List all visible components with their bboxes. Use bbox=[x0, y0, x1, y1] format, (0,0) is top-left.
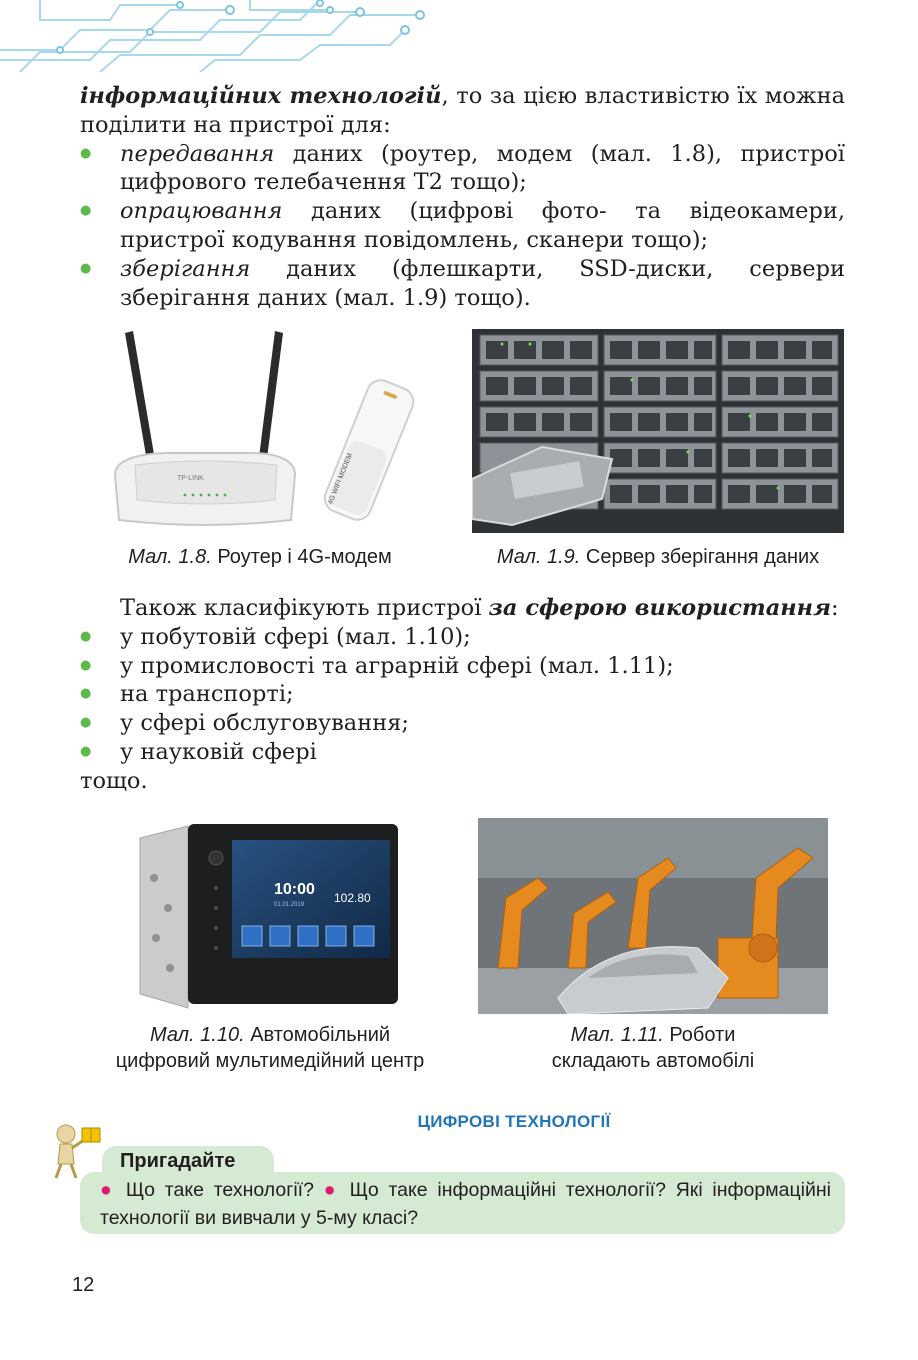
recall-question: Що таке технології? bbox=[116, 1179, 324, 1201]
intro-bold-phrase: інформаційних технологій bbox=[80, 83, 442, 109]
list-text: даних (флешкарти, SSD-диски, сервери зберігання даних (мал. 1.9) тощо). bbox=[120, 255, 845, 311]
intro-rest: , то за цією властивістю їх можна поділити на пристрої для: bbox=[80, 83, 845, 138]
caption-number: Мал. 1.9. bbox=[496, 546, 581, 568]
caption-text: Роутер і 4G-модем bbox=[211, 546, 392, 568]
sphere-list bbox=[80, 623, 845, 767]
recall-bullet: ● bbox=[100, 1179, 117, 1201]
sphere-lead bbox=[80, 594, 845, 623]
list-item: ● у науковій сфері bbox=[80, 738, 845, 767]
robot-assembly-image bbox=[478, 818, 828, 1014]
server-rack-image bbox=[472, 329, 844, 533]
caption-text: Роботи bbox=[663, 1024, 736, 1046]
caption-fig-1-10 bbox=[70, 1022, 470, 1074]
sphere-colon: : bbox=[831, 595, 839, 621]
list-item: ● у побутовій сфері (мал. 1.10); bbox=[80, 623, 845, 652]
radio-readout: 102.80 bbox=[334, 891, 371, 905]
recall-text bbox=[80, 1176, 845, 1232]
recall-question: Що таке інформаційні технології? Які інформаційні технології ви вивчали у 5-му класі? bbox=[100, 1179, 831, 1229]
router-modem-image bbox=[105, 325, 425, 535]
list-text: даних (роутер, модем (мал. 1.8), пристрої цифрового телебачення Т2 тощо); bbox=[120, 140, 845, 196]
caption-number: Мал. 1.8. bbox=[128, 546, 212, 568]
date-readout: 01.01.2019 bbox=[274, 902, 305, 908]
caption-text: Автомобільний bbox=[244, 1024, 391, 1046]
sphere-section bbox=[80, 594, 845, 796]
router-brand-label: TP-LINK bbox=[177, 475, 204, 482]
recall-bullet: ● bbox=[323, 1179, 340, 1201]
list-item: ● на транспорті; bbox=[80, 680, 845, 709]
list-item bbox=[80, 197, 845, 255]
circuit-decoration bbox=[0, 0, 430, 72]
list-term: зберігання bbox=[120, 255, 251, 282]
page-number: 12 bbox=[72, 1274, 95, 1296]
sphere-tail: тощо. bbox=[80, 767, 148, 794]
caption-text: Сервер зберігання даних bbox=[580, 546, 820, 568]
caption-text: складають автомобілі bbox=[551, 1050, 755, 1072]
section-title: ЦИФРОВІ ТЕХНОЛОГІЇ bbox=[417, 1112, 611, 1131]
caption-fig-1-9 bbox=[462, 544, 854, 570]
caption-number: Мал. 1.11. bbox=[570, 1024, 664, 1046]
list-term: передавання bbox=[120, 140, 275, 167]
sphere-lead-text: Також класифікують пристрої bbox=[120, 595, 489, 621]
list-text: даних (цифрові фото- та відеокамери, пристрої кодування повідомлень, сканери тощо); bbox=[120, 198, 845, 253]
intro-section bbox=[80, 82, 845, 312]
caption-fig-1-8 bbox=[100, 544, 420, 570]
list-item bbox=[80, 255, 845, 313]
caption-text: цифровий мультимедійний центр bbox=[115, 1050, 425, 1072]
list-term: опрацювання bbox=[120, 198, 283, 225]
function-list bbox=[80, 140, 845, 313]
list-item bbox=[80, 140, 845, 198]
modem-label: 4G WIFI MODEM bbox=[327, 452, 355, 506]
car-multimedia-image bbox=[138, 818, 402, 1014]
list-item: ● у сфері обслуговування; bbox=[80, 709, 845, 738]
caption-number: Мал. 1.10. bbox=[149, 1024, 245, 1046]
list-item: ● у промисловості та аграрній сфері (мал. 1.11); bbox=[80, 652, 845, 681]
sphere-bold-phrase: за сферою використання bbox=[488, 595, 831, 621]
clock-readout: 10:00 bbox=[274, 881, 315, 898]
caption-fig-1-11 bbox=[453, 1022, 853, 1074]
recall-title: Пригадайте bbox=[120, 1150, 236, 1172]
mascot-with-book-icon bbox=[52, 1122, 104, 1180]
intro-paragraph bbox=[80, 82, 845, 140]
